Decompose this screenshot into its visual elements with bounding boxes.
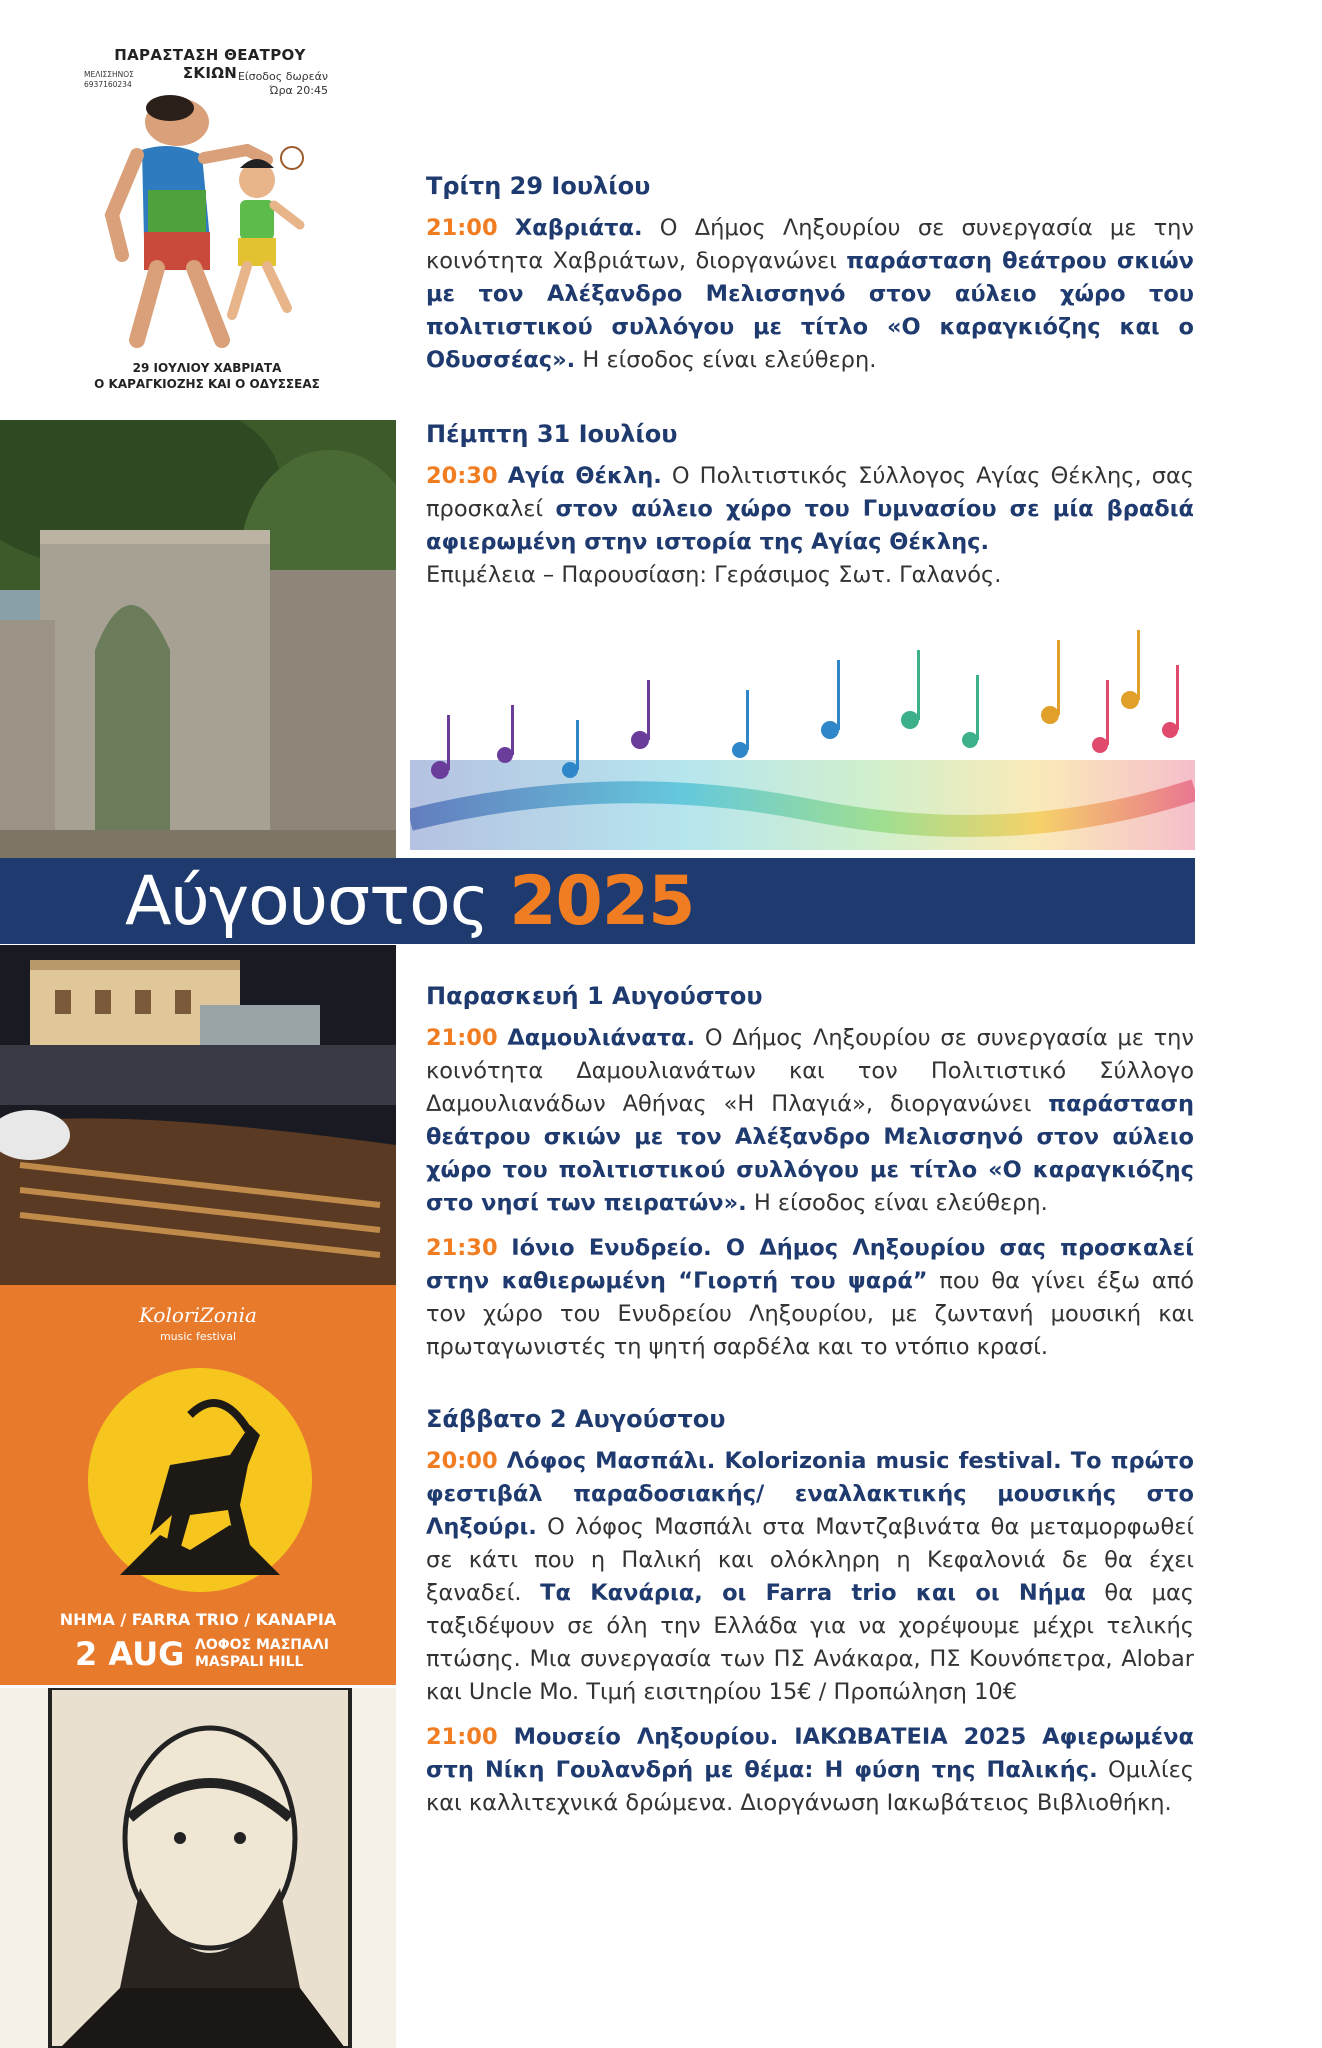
event-text: Ο λόφος Μασπάλι στα Μαντζαβινάτα θα μεταμορφωθεί σε κάτι που η Παλική και ολόκληρη η Κεφαλονιά δε θα έχει ξαναδεί.: [426, 1514, 1194, 1606]
poster-contact-phone: 6937160234: [84, 80, 132, 89]
event-tue-29-jul: [426, 172, 1194, 377]
event-time: 21:00: [426, 1025, 498, 1051]
kolorizonia-festival-poster: [0, 1285, 396, 1685]
event-description: [426, 460, 1194, 559]
church-ruins-photo: [0, 420, 396, 860]
festival-brand: KoloriZonia: [139, 1303, 257, 1327]
poster-contact-name: ΜΕΛΙΣΣΗΝΟΣ: [84, 70, 134, 79]
poster-title: ΠΑΡΑΣΤΑΣΗ ΘΕΑΤΡΟΥ ΣΚΙΩΝ: [114, 46, 306, 82]
festival-place-greek: ΛΟΦΟΣ ΜΑΣΠΑΛΙ: [195, 1637, 329, 1653]
woodcut-portrait: [0, 1688, 396, 2048]
karagiozis-illustration: [82, 40, 332, 400]
event-time: 21:00: [426, 215, 498, 241]
month-banner-title: [125, 862, 695, 941]
event-time: 20:00: [426, 1448, 498, 1474]
month-name: Αύγουστος: [125, 862, 489, 941]
event-description: [426, 1022, 1194, 1220]
event-place: Αγία Θέκλη.: [507, 463, 662, 489]
harbor-night-photo: [0, 945, 396, 1285]
event-sat-2-aug: [426, 1405, 1194, 1820]
event-thu-31-jul: [426, 420, 1194, 592]
event-curator-line: Επιμέλεια – Παρουσίαση: Γεράσιμος Σωτ. Γαλανός.: [426, 562, 1002, 588]
event-time: 21:30: [426, 1235, 498, 1261]
event-text: Ο Δήμος Ληξουρίου σε συνεργασία με την κοινότητα Δαμουλιανάτων και τον Πολιτιστικό Σύλλογο Δαμουλιανάδων Αθήνας «Η Πλαγιά», διοργανώνει: [426, 1025, 1195, 1117]
event-highlight: παράσταση θεάτρου σκιών με τον Αλέξανδρο Μελισσηνό στον αύλειο χώρο του πολιτιστικού συλλόγου με τίτλο «Ο καραγκιόζης στο νησί των πειρατών».: [426, 1091, 1194, 1216]
event-day-heading: Παρασκευή 1 Αυγούστου: [426, 982, 763, 1010]
event-text: που θα γίνει έξω από τον χώρο του Ενυδρείου Ληξουρίου, με ζωντανή μουσική και πρωταγωνιστές τη ψητή σαρδέλα και το ντόπιο κρασί.: [426, 1268, 1195, 1360]
event-place: Δαμουλιάνατα.: [507, 1025, 696, 1051]
event-text: Ο Πολιτιστικός Σύλλογος Αγίας Θέκλης, σας προσκαλεί: [426, 463, 1194, 522]
poster-entry-line1: Είσοδος δωρεάν: [237, 70, 328, 83]
month-year: 2025: [509, 862, 695, 941]
event-highlight: παράσταση θεάτρου σκιών με τον Αλέξανδρο Μελισσηνό στον αύλειο χώρο του πολιτιστικού συλλόγου με τίτλο «Ο καραγκιόζης και ο Οδυσσέας».: [426, 248, 1194, 373]
poster-footer-line1: 29 ΙΟΥΛΙΟΥ ΧΑΒΡΙΑΤΑ: [132, 361, 282, 375]
event-description-2: [426, 1232, 1194, 1364]
event-highlight: στον αύλειο χώρο του Γυμνασίου σε μία βραδιά αφιερωμένη στην ιστορία της Αγίας Θέκλης.: [426, 496, 1194, 555]
poster-footer: [82, 360, 332, 392]
event-text-end: Η είσοδος είναι ελεύθερη.: [746, 1190, 1048, 1216]
event-fri-1-aug: [426, 982, 1194, 1364]
event-text-end: θα μας ταξιδέψουν σε όλη την Ελλάδα για να χορέψουμε μέχρι τελικής πτώσης. Μια συνεργασία των ΠΣ Ανάκαρα, ΠΣ Κουνόπετρα, Alobar και Uncle Mo. Τιμή εισιτηρίου 15€ / Προπώληση 10€: [426, 1580, 1195, 1705]
event-text: Ομιλίες και καλλιτεχνικά δρώμενα. Διοργάνωση Ιακωβάτειος Βιβλιοθήκη.: [426, 1757, 1194, 1816]
event-highlight: Μουσείο Ληξουρίου. ΙΑΚΩΒΑΤΕΙΑ 2025 Αφιερωμένα στη Νίκη Γουλανδρή με θέμα: Η φύση της Παλικής.: [426, 1724, 1194, 1783]
event-day-heading: Σάββατο 2 Αυγούστου: [426, 1405, 726, 1433]
event-highlight: Ο Δήμος Ληξουρίου σας προσκαλεί στην καθιερωμένη “Γιορτή του ψαρά”: [426, 1235, 1195, 1294]
shadow-theatre-poster: [82, 40, 332, 400]
event-description-2: [426, 1721, 1194, 1820]
event-day-heading: Τρίτη 29 Ιουλίου: [426, 172, 651, 200]
festival-place-english: MASPALI HILL: [195, 1654, 304, 1670]
poster-footer-line2: Ο ΚΑΡΑΓΚΙΟΖΗΣ ΚΑΙ Ο ΟΔΥΣΣΕΑΣ: [94, 377, 320, 391]
goat-sun-illustration: [0, 1345, 396, 1605]
event-description: [426, 1445, 1194, 1709]
event-description: [426, 212, 1194, 377]
month-banner: [0, 858, 1195, 944]
festival-bands: ΝΗΜΑ / FARRA TRIO / ΚΑΝΑΡΙΑ: [59, 1610, 337, 1629]
event-day-heading: Πέμπτη 31 Ιουλίου: [426, 420, 678, 448]
event-place: Χαβριάτα.: [514, 215, 643, 241]
event-text: Ο Δήμος Ληξουρίου σε συνεργασία με την κοινότητα Χαβριάτων, διοργανώνει: [426, 215, 1195, 274]
event-text-end: Η είσοδος είναι ελεύθερη.: [575, 347, 877, 373]
event-place: Ιόνιο Ενυδρείο.: [511, 1235, 712, 1261]
music-notes-graphic: [410, 620, 1195, 850]
poster-entry-line2: Ώρα 20:45: [269, 84, 328, 97]
event-highlight-2: Τα Κανάρια, οι Farra trio και οι Νήμα: [540, 1580, 1086, 1606]
festival-date: 2 AUG: [75, 1635, 185, 1673]
event-time: 20:30: [426, 463, 498, 489]
festival-place: [195, 1637, 329, 1671]
festival-subtitle: music festival: [159, 1330, 237, 1343]
event-time: 21:00: [426, 1724, 498, 1750]
event-highlight: Λόφος Μασπάλι. Kolorizonia music festival. Το πρώτο φεστιβάλ παραδοσιακής/ εναλλακτικής μουσικής στο Ληξούρι.: [426, 1448, 1194, 1540]
